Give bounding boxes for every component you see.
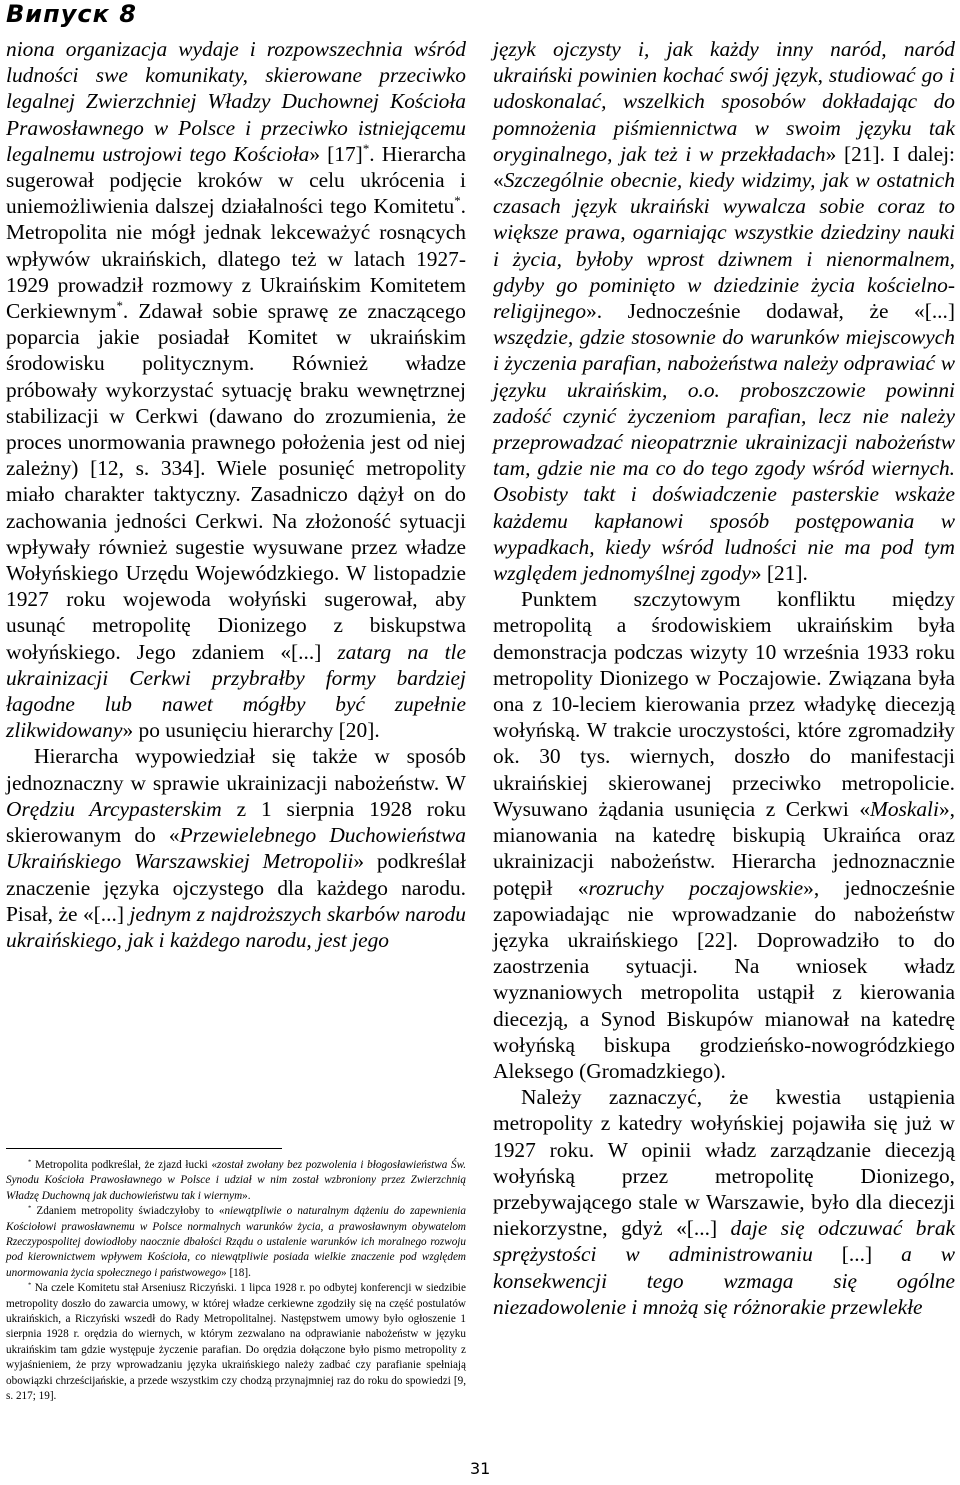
text-run: wszędzie, gdzie stosownie do warunków miejscowych i życzenia parafian, nabożeństwa należy odprawiać w języku ukraińskim, o.o. proboszczowie powinni zadość czynić życzeniom parafian, lecz nie należy przeprowadzać nieopatrznie ukrainizacji nabożeństw tam, gdzie nie ma co do tego zgody wśród wiernych. Osobisty takt i doświadczenie pasterskie wskaże każdemu kapłanowi sposób postępowania w wypadkach, kiedy wśród ludności nie ma pod tym względem jednomyślnej zgody xyxy=(493,325,955,586)
paragraph xyxy=(6,36,466,743)
text-run: został zwołany bez pozwolenia i błogosławieństwa Św. Synodu Kościoła Prawosławnego w Polsce i udział w nim został wzbroniony przez Zwierzchnią Władzę Duchowną jak duchowieństwu tak i wiernym xyxy=(6,1159,466,1202)
text-run: Punktem szczytowym konfliktu między metropolitą a środowiskiem ukraińskim była demonstracja podczas wizyty 10 września 1933 roku metropolity Dionizego w Poczajowie. Związana była ona z 10-leciem kierowania przez władykę diecezją wołyńską. W trakcie uroczystości, które zgromadziły ok. 30 tys. wiernych, doszło do manifestacji ukraińskiej skierowanej przeciwko metropolicie. Wysuwano żądania usunięcia z Cerkwi « xyxy=(493,587,955,821)
text-run: » podkreślał znaczenie języka ojczystego dla każdego narodu. Pisał, że «[...] xyxy=(6,849,466,926)
text-run: z 1 sierpnia 1928 roku skierowanym do « xyxy=(6,796,467,848)
text-run: niewątpliwie o naturalnym dążeniu do zapewnienia Kościołowi prawosławnemu w Polsce normalnych warunków życia, a prawosławnym obywatelom Rzeczypospolitej dowiodłoby naocznie dbałości Rządu o ustalenie warunków ich moralnego rozwoju pod kierownictwem wpływem Kościoła, co niewątpliwie posiada wielkie znaczenie pod względem unormowania życia społecznego i państwowego xyxy=(6,1205,467,1279)
text-run: rozruchy poczajowskie xyxy=(588,875,804,900)
text-run: ». xyxy=(242,1189,251,1202)
footnote xyxy=(6,1281,466,1404)
text-run: Przewielebnego Duchowieństwa Ukraińskiego Warszawskiej Metropolii xyxy=(6,823,467,874)
text-run: Należy zaznaczyć, że kwestia ustąpienia metropolity z katedry wołyńskiej pojawiła się już w 1927 roku. W opinii władz zarządzanie diecezją wołyńską przez metropolitę Dionizego, przebywającego stale w Warszawie, było dla diecezji niekorzystne, gdyż «[...] xyxy=(493,1085,955,1241)
footnote-marker: * xyxy=(28,1158,32,1166)
text-run: . Zdawał sobie sprawę ze znaczącego poparcia jakie posiadał Komitet w ukraińskim środowisku politycznym. Również władze próbowały wykorzystać sytuację braku wewnętrznej stabilizacji w Cerkwi (dawano do zrozumienia, że proces unormowania prawnego położenia jest od niej zależny) [12, s. 334]. Wiele posunięć metropolity miało charakter taktyczny. Zasadniczo dążył on do zachowania jedności Cerkwi. Na złożoność sytuacji wpływały również sugestie wysuwane przez władze Wołyńskiego Urzędu Wojewódzkiego. W listopadzie 1927 roku wojewoda wołyński sugerował, aby usunąć metropolitę Dionizego z biskupstwa wołyńskiego. Jego zdaniem «[...] xyxy=(6,299,466,664)
text-run: », mianowania na katedrę biskupią Ukraińca oraz ukrainizacji nabożeństw. Hierarcha jednoznacznie potępił « xyxy=(493,796,955,900)
text-run: ». Jednocześnie dodawał, że «[...] xyxy=(586,299,955,324)
footnotes xyxy=(6,1158,466,1405)
text-run: Na czele Komitetu stał Arseniusz Riczyński. 1 lipca 1928 r. po odbytej konferencji w siedzibie metropolity doszło do zawarcia umowy, w której władze cerkiewne zgodziły się na część postulatów ukraińskich, a Riczyński wszedł do Rady Metropolitalnej. Następstwem umowy było ogłoszenie 1 sierpnia 1928 r. orędzia do wiernych, w którym zezwalano na odprawianie nabożeństw w języku ukraińskim tam gdzie występuje życzenie parafian. Do orędzia dołączone było pismo metropolity z wyjaśnieniem, że przy wprowadzaniu języka ukraińskiego należy zadbać czy parafianie spełniają obowiązki chrześcijańskie, a przede wszystkim czy chodzą przynajmniej raz do roku do spowiedzi [9, s. 217; 19]. xyxy=(6,1282,466,1403)
footnote-marker: * xyxy=(28,1204,32,1212)
text-run: zatarg na tle ukrainizacji Cerkwi przybrałby formy bardziej łagodne lub nawet mógłby być zupełnie zlikwidowany xyxy=(6,639,466,743)
paragraph xyxy=(6,743,466,953)
paragraph xyxy=(493,1084,955,1320)
text-run: . Metropolita nie mógł jednak lekceważyć rosnących wpływów ukraińskich, dlatego też w latach 1927-1929 prowadził rozmowy z Ukraińskim Komitetem Cerkiewnym xyxy=(6,194,466,324)
text-run: [...] xyxy=(812,1242,902,1267)
text-run: », jednocześnie zapowiadając nie wprowadzanie do nabożeństw języka ukraińskiego [22]. Doprowadziło to do zaostrzenia sytuacji. Na wniosek władz wyznaniowych metropolita ustąpił z kierowania diecezją, a Synod Biskupów mianował na katedrę wołyńską biskupa grodzieńsko-nowogródzkiego Aleksego (Gromadzkiego). xyxy=(493,875,956,1083)
text-run: . Hierarcha sugerował podjęcie kroków w celu ukrócenia i uniemożliwienia dalszej działalności tego Komitetu xyxy=(6,141,466,219)
text-run: Moskali xyxy=(870,796,939,821)
footnote-rule xyxy=(6,1148,282,1149)
text-run: niona organizacja wydaje i rozpowszechnia wśród ludności swe komunikaty, skierowane przeciwko legalnej Zwierzchniej Władzy Duchownej Kościoła Prawosławnego w Polsce i przeciwko istniejącemu legalnemu ustrojowi tego Kościoła xyxy=(6,37,466,166)
text-run: Szczególnie obecnie, kiedy widzimy, jak w ostatnich czasach język ukraiński wywalcza sobie coraz to większe prawa, ogarniając wszystkie dziedziny nauki i życia, byłoby wprost dziwnem i nienormalnem, gdyby go pominięto w dziedzinie życia kościelno-religijnego xyxy=(493,168,955,324)
text-run: język ojczysty i, jak każdy inny naród, naród ukraiński powinien kochać swój język, studiować go i udoskonalać, wszelkich sposobów dokładając do pomnożenia piśmiennictwa w swoim języku tak oryginalnego, jak też i w przekładach xyxy=(493,37,955,166)
footnote-marker: * xyxy=(28,1281,32,1289)
text-run: a w konsekwencji tego wzmaga się ogólne niezadowolenie i mnożą się różnorakie przewlekłe xyxy=(493,1242,955,1319)
text-run: daje się odczuwać brak sprężystości w administrowaniu xyxy=(493,1216,956,1267)
left-column xyxy=(6,36,466,953)
footnote-marker: * xyxy=(362,141,370,156)
page-number: 31 xyxy=(470,1459,491,1478)
text-run: » [21]. I dalej: « xyxy=(493,141,955,193)
text-run: Zdaniem metropolity świadczyłoby to « xyxy=(31,1205,225,1218)
text-run: » po usunięciu hierarchy [20]. xyxy=(122,718,380,743)
text-run: jednym z najdroższych skarbów narodu ukraińskiego, jak i każdego narodu, jest jego xyxy=(6,901,466,952)
footnote xyxy=(6,1158,466,1204)
paragraph xyxy=(493,586,955,1084)
right-column xyxy=(493,36,955,1320)
text-run: » [21]. xyxy=(750,561,808,586)
footnote xyxy=(6,1204,466,1281)
text-run: Metropolita podkreślał, że zjazd łucki « xyxy=(31,1159,218,1171)
text-run: » [17] xyxy=(309,141,363,166)
issue-header: Випуск 8 xyxy=(6,0,137,28)
text-run: Orędziu Arcypasterskim xyxy=(6,796,222,821)
text-run: » [18]. xyxy=(221,1266,251,1279)
footnote-marker: * xyxy=(116,298,123,313)
text-run: Hierarcha wypowiedział się także w sposób jednoznaczny w sprawie ukrainizacji nabożeństw. W xyxy=(6,744,466,795)
footnote-marker: * xyxy=(454,194,461,209)
paragraph xyxy=(493,36,955,586)
